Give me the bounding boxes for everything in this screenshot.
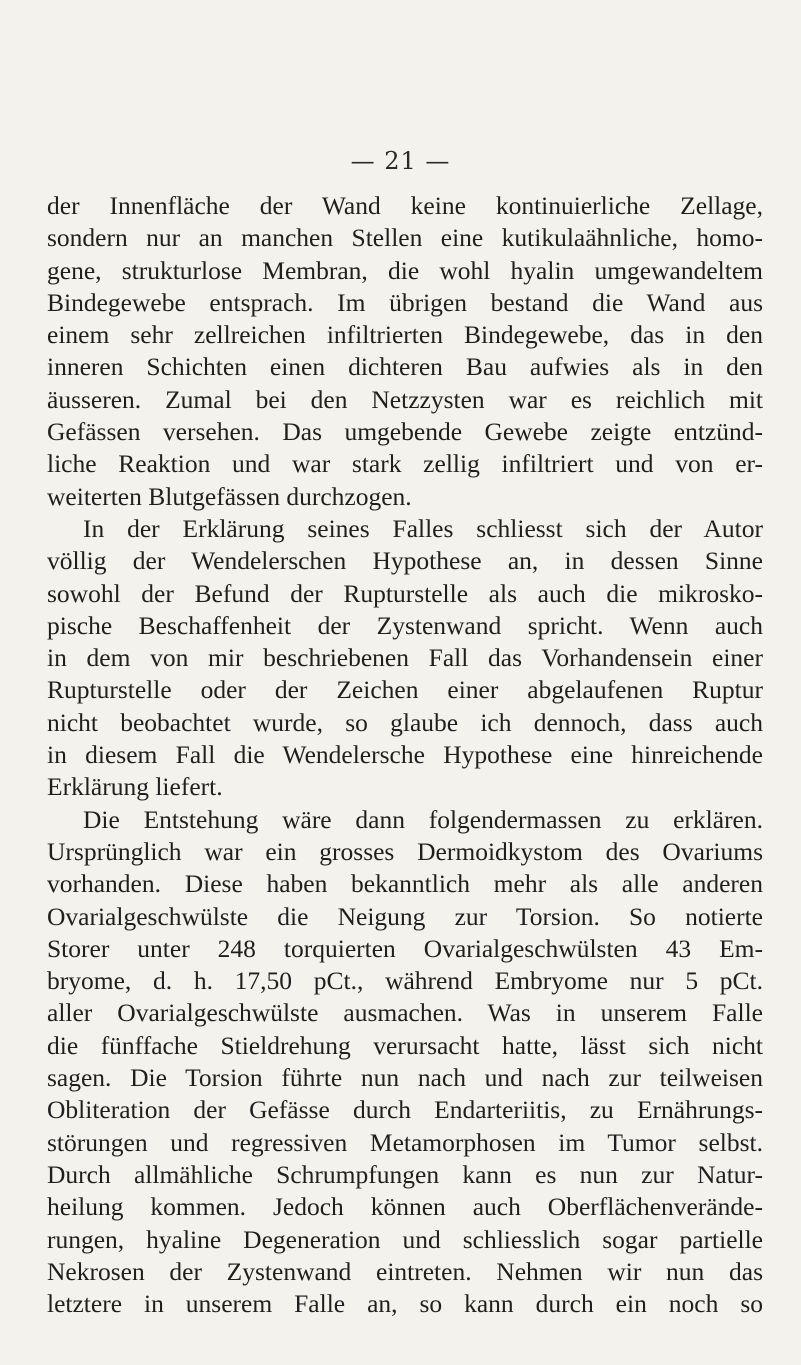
text-line: inneren Schichten einen dichteren Bau aufwies als in den (47, 352, 763, 382)
text-line: liche Reaktion und war stark zellig infiltriert und von er- (47, 449, 763, 479)
page-number: — 21 — (350, 147, 451, 175)
text-line: pische Beschaffenheit der Zystenwand spricht. Wenn auch (47, 610, 763, 640)
text-line: Durch allmähliche Schrumpfungen kann es nun zur Natur- (47, 1159, 763, 1189)
text-line: Die Entstehung wäre dann folgendermassen zu erklären. (83, 804, 763, 834)
text-line: vorhanden. Diese haben bekanntlich mehr als alle anderen (47, 869, 763, 899)
text-line: In der Erklärung seines Falles schliesst sich der Autor (83, 513, 763, 543)
text-line: Rupturstelle oder der Zeichen einer abgelaufenen Ruptur (47, 675, 763, 705)
text-line: sowohl der Befund der Rupturstelle als auch die mikrosko- (47, 578, 763, 608)
text-line: einem sehr zellreichen infiltrierten Bindegewebe, das in den (47, 320, 763, 350)
text-line: aller Ovarialgeschwülste ausmachen. Was in unserem Falle (47, 998, 763, 1028)
body-text (47, 190, 763, 1320)
text-line: nicht beobachtet wurde, so glaube ich dennoch, dass auch (47, 707, 763, 737)
text-line: störungen und regressiven Metamorphosen im Tumor selbst. (47, 1127, 763, 1157)
text-line: sondern nur an manchen Stellen eine kutikulaähnliche, homo- (47, 223, 763, 253)
text-line: Erklärung liefert. (47, 772, 223, 802)
text-line: Obliteration der Gefässe durch Endarteriitis, zu Ernährungs- (47, 1095, 763, 1125)
text-line: völlig der Wendelerschen Hypothese an, in dessen Sinne (47, 546, 763, 576)
text-line: sagen. Die Torsion führte nun nach und nach zur teilweisen (47, 1063, 763, 1093)
text-line: Bindegewebe entsprach. Im übrigen bestand die Wand aus (47, 287, 763, 317)
text-line: bryome, d. h. 17,50 pCt., während Embryome nur 5 pCt. (47, 966, 763, 996)
text-line: Ovarialgeschwülste die Neigung zur Torsion. So notierte (47, 901, 763, 931)
text-line: in diesem Fall die Wendelersche Hypothese eine hinreichende (47, 740, 763, 770)
text-line: weiterten Blutgefässen durchzogen. (47, 481, 412, 511)
text-line: äusseren. Zumal bei den Netzzysten war es reichlich mit (47, 384, 763, 414)
text-line: die fünffache Stieldrehung verursacht hatte, lässt sich nicht (47, 1030, 763, 1060)
text-line: letztere in unserem Falle an, so kann durch ein noch so (47, 1289, 763, 1319)
text-line: der Innenfläche der Wand keine kontinuierliche Zellage, (47, 191, 763, 220)
text-line: Ursprünglich war ein grosses Dermoidkystom des Ovariums (47, 836, 763, 866)
text-line: Gefässen versehen. Das umgebende Gewebe zeigte entzünd- (47, 417, 763, 447)
text-line: in dem von mir beschriebenen Fall das Vorhandensein einer (47, 643, 763, 673)
text-line: gene, strukturlose Membran, die wohl hyalin umgewandeltem (47, 255, 763, 285)
text-line: Storer unter 248 torquierten Ovarialgeschwülsten 43 Em- (47, 933, 763, 963)
text-line: heilung kommen. Jedoch können auch Oberflächenverände- (47, 1192, 763, 1222)
text-line: Nekrosen der Zystenwand eintreten. Nehmen wir nun das (47, 1256, 763, 1286)
text-line: rungen, hyaline Degeneration und schliesslich sogar partielle (47, 1224, 763, 1254)
